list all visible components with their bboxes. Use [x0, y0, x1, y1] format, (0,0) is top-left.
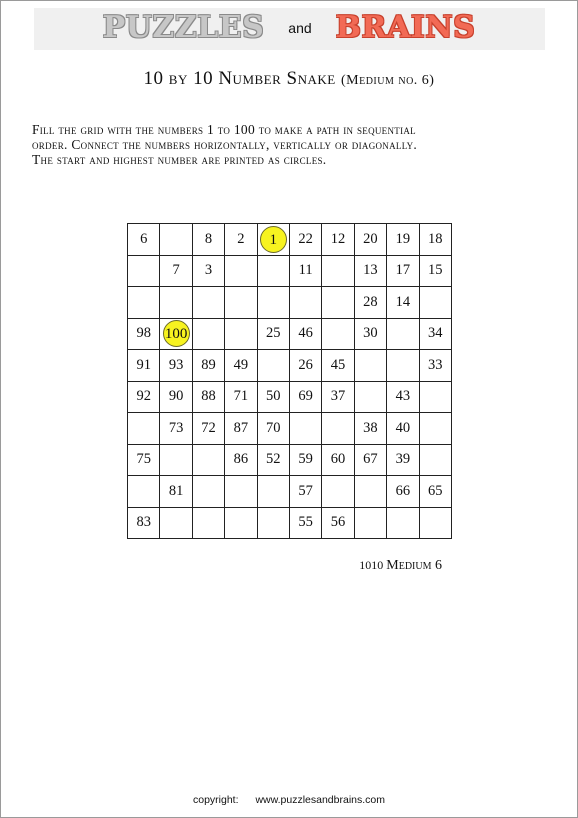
- grid-cell[interactable]: [419, 413, 451, 445]
- grid-cell: 90: [160, 381, 192, 413]
- grid-cell[interactable]: [160, 507, 192, 539]
- grid-cell: 65: [419, 476, 451, 508]
- grid-cell[interactable]: [225, 318, 257, 350]
- grid-cell: 7: [160, 255, 192, 287]
- grid-cell[interactable]: [257, 476, 289, 508]
- grid-cell: 66: [387, 476, 419, 508]
- grid-cell: 43: [387, 381, 419, 413]
- grid-cell[interactable]: [160, 224, 192, 256]
- footer-copyright: [0, 794, 578, 806]
- grid-cell: 73: [160, 413, 192, 445]
- grid-cell: 89: [192, 350, 224, 382]
- grid-cell: 12: [322, 224, 354, 256]
- title-main: 10 by 10 Number Snake: [143, 68, 336, 89]
- grid-cell: 33: [419, 350, 451, 382]
- grid-cell[interactable]: [128, 476, 160, 508]
- grid-cell: 55: [289, 507, 321, 539]
- grid-cell: 88: [192, 381, 224, 413]
- grid-cell: 3: [192, 255, 224, 287]
- grid-cell[interactable]: [128, 287, 160, 319]
- grid-row: [128, 507, 452, 539]
- grid-cell[interactable]: [289, 287, 321, 319]
- logo-and-word: and: [288, 19, 312, 36]
- grid-cell: 91: [128, 350, 160, 382]
- grid-cell: 34: [419, 318, 451, 350]
- grid-cell: 86: [225, 444, 257, 476]
- grid-cell: 60: [322, 444, 354, 476]
- circled-number: 100: [163, 320, 190, 347]
- logo-brains-word: BRAINS: [335, 10, 476, 45]
- grid-cell: 8: [192, 224, 224, 256]
- website-link[interactable]: www.puzzlesandbrains.com: [255, 794, 385, 806]
- grid-cell[interactable]: [192, 507, 224, 539]
- grid-cell: 98: [128, 318, 160, 350]
- grid-cell[interactable]: [257, 287, 289, 319]
- grid-cell[interactable]: [419, 287, 451, 319]
- grid-cell[interactable]: [289, 413, 321, 445]
- grid-cell[interactable]: [128, 413, 160, 445]
- grid-cell: 30: [354, 318, 386, 350]
- grid-cell[interactable]: [257, 507, 289, 539]
- grid-cell: 25: [257, 318, 289, 350]
- grid-cell: 92: [128, 381, 160, 413]
- grid-cell[interactable]: [387, 318, 419, 350]
- grid-cell: 72: [192, 413, 224, 445]
- grid-cell[interactable]: [192, 444, 224, 476]
- grid-row: [128, 413, 452, 445]
- puzzle-code-number: 1010: [359, 558, 384, 572]
- page-title: [0, 68, 578, 90]
- grid-cell: 28: [354, 287, 386, 319]
- grid-cell: 75: [128, 444, 160, 476]
- instruction-line: The start and highest number are printed as circles.: [32, 152, 327, 167]
- grid-cell: 70: [257, 413, 289, 445]
- grid-cell: 14: [387, 287, 419, 319]
- grid-cell[interactable]: [225, 476, 257, 508]
- grid-cell: 45: [322, 350, 354, 382]
- grid-cell: 71: [225, 381, 257, 413]
- grid-cell: 18: [419, 224, 451, 256]
- grid-row: [128, 476, 452, 508]
- grid-cell: 40: [387, 413, 419, 445]
- grid-cell[interactable]: [257, 255, 289, 287]
- grid-cell[interactable]: [419, 507, 451, 539]
- grid-row: [128, 287, 452, 319]
- grid-cell[interactable]: [322, 413, 354, 445]
- grid-cell[interactable]: [322, 287, 354, 319]
- grid-cell: 39: [387, 444, 419, 476]
- grid-cell[interactable]: [419, 381, 451, 413]
- grid-cell[interactable]: [322, 476, 354, 508]
- grid-cell: 19: [387, 224, 419, 256]
- grid-cell: 26: [289, 350, 321, 382]
- logo-puzzles-word: PUZZLES: [102, 10, 265, 45]
- grid-row: [128, 444, 452, 476]
- grid-cell: 81: [160, 476, 192, 508]
- puzzle-code-level: Medium 6: [386, 558, 442, 573]
- grid-cell: 52: [257, 444, 289, 476]
- grid-cell: 87: [225, 413, 257, 445]
- grid-cell[interactable]: [387, 350, 419, 382]
- grid-cell: 69: [289, 381, 321, 413]
- grid-row: [128, 318, 452, 350]
- grid-cell[interactable]: [160, 287, 192, 319]
- grid-cell: 37: [322, 381, 354, 413]
- grid-cell: [160, 318, 192, 350]
- grid-cell[interactable]: [354, 476, 386, 508]
- grid-cell: 46: [289, 318, 321, 350]
- grid-cell: 20: [354, 224, 386, 256]
- grid-cell: 93: [160, 350, 192, 382]
- grid-row: [128, 350, 452, 382]
- grid-cell: 15: [419, 255, 451, 287]
- grid-cell: 6: [128, 224, 160, 256]
- grid-cell: 49: [225, 350, 257, 382]
- grid-cell[interactable]: [257, 350, 289, 382]
- grid-cell[interactable]: [192, 476, 224, 508]
- puzzle-code: [320, 558, 442, 574]
- copyright-label: copyright:: [192, 794, 239, 806]
- grid-cell: 50: [257, 381, 289, 413]
- grid-cell[interactable]: [354, 350, 386, 382]
- grid-cell: 56: [322, 507, 354, 539]
- grid-cell: 11: [289, 255, 321, 287]
- number-snake-grid: [127, 223, 452, 539]
- grid-cell[interactable]: [128, 255, 160, 287]
- grid-cell[interactable]: [419, 444, 451, 476]
- grid-cell[interactable]: [387, 507, 419, 539]
- instructions: [32, 122, 552, 167]
- grid-cell: 67: [354, 444, 386, 476]
- instruction-line: Fill the grid with the numbers 1 to 100 to make a path in sequential: [32, 122, 416, 137]
- grid-cell[interactable]: [354, 507, 386, 539]
- grid-cell: 59: [289, 444, 321, 476]
- grid-cell: 13: [354, 255, 386, 287]
- grid-cell[interactable]: [354, 381, 386, 413]
- puzzles-and-brains-logo: [0, 10, 578, 50]
- instruction-line: order. Connect the numbers horizontally, vertically or diagonally.: [32, 137, 418, 152]
- grid-cell[interactable]: [225, 255, 257, 287]
- grid-cell[interactable]: [322, 318, 354, 350]
- grid-cell[interactable]: [160, 444, 192, 476]
- grid-cell[interactable]: [225, 507, 257, 539]
- grid-row: [128, 224, 452, 256]
- title-subtitle: (Medium no. 6): [340, 73, 435, 88]
- grid-cell: 22: [289, 224, 321, 256]
- grid-cell[interactable]: [192, 287, 224, 319]
- grid-cell[interactable]: [192, 318, 224, 350]
- grid-cell: 2: [225, 224, 257, 256]
- grid-cell: 57: [289, 476, 321, 508]
- grid-cell: 17: [387, 255, 419, 287]
- grid-cell: 83: [128, 507, 160, 539]
- grid-cell: 38: [354, 413, 386, 445]
- grid-cell[interactable]: [225, 287, 257, 319]
- circled-number: 1: [260, 226, 287, 253]
- grid-row: [128, 255, 452, 287]
- grid-cell[interactable]: [322, 255, 354, 287]
- grid-cell: [257, 224, 289, 256]
- grid-row: [128, 381, 452, 413]
